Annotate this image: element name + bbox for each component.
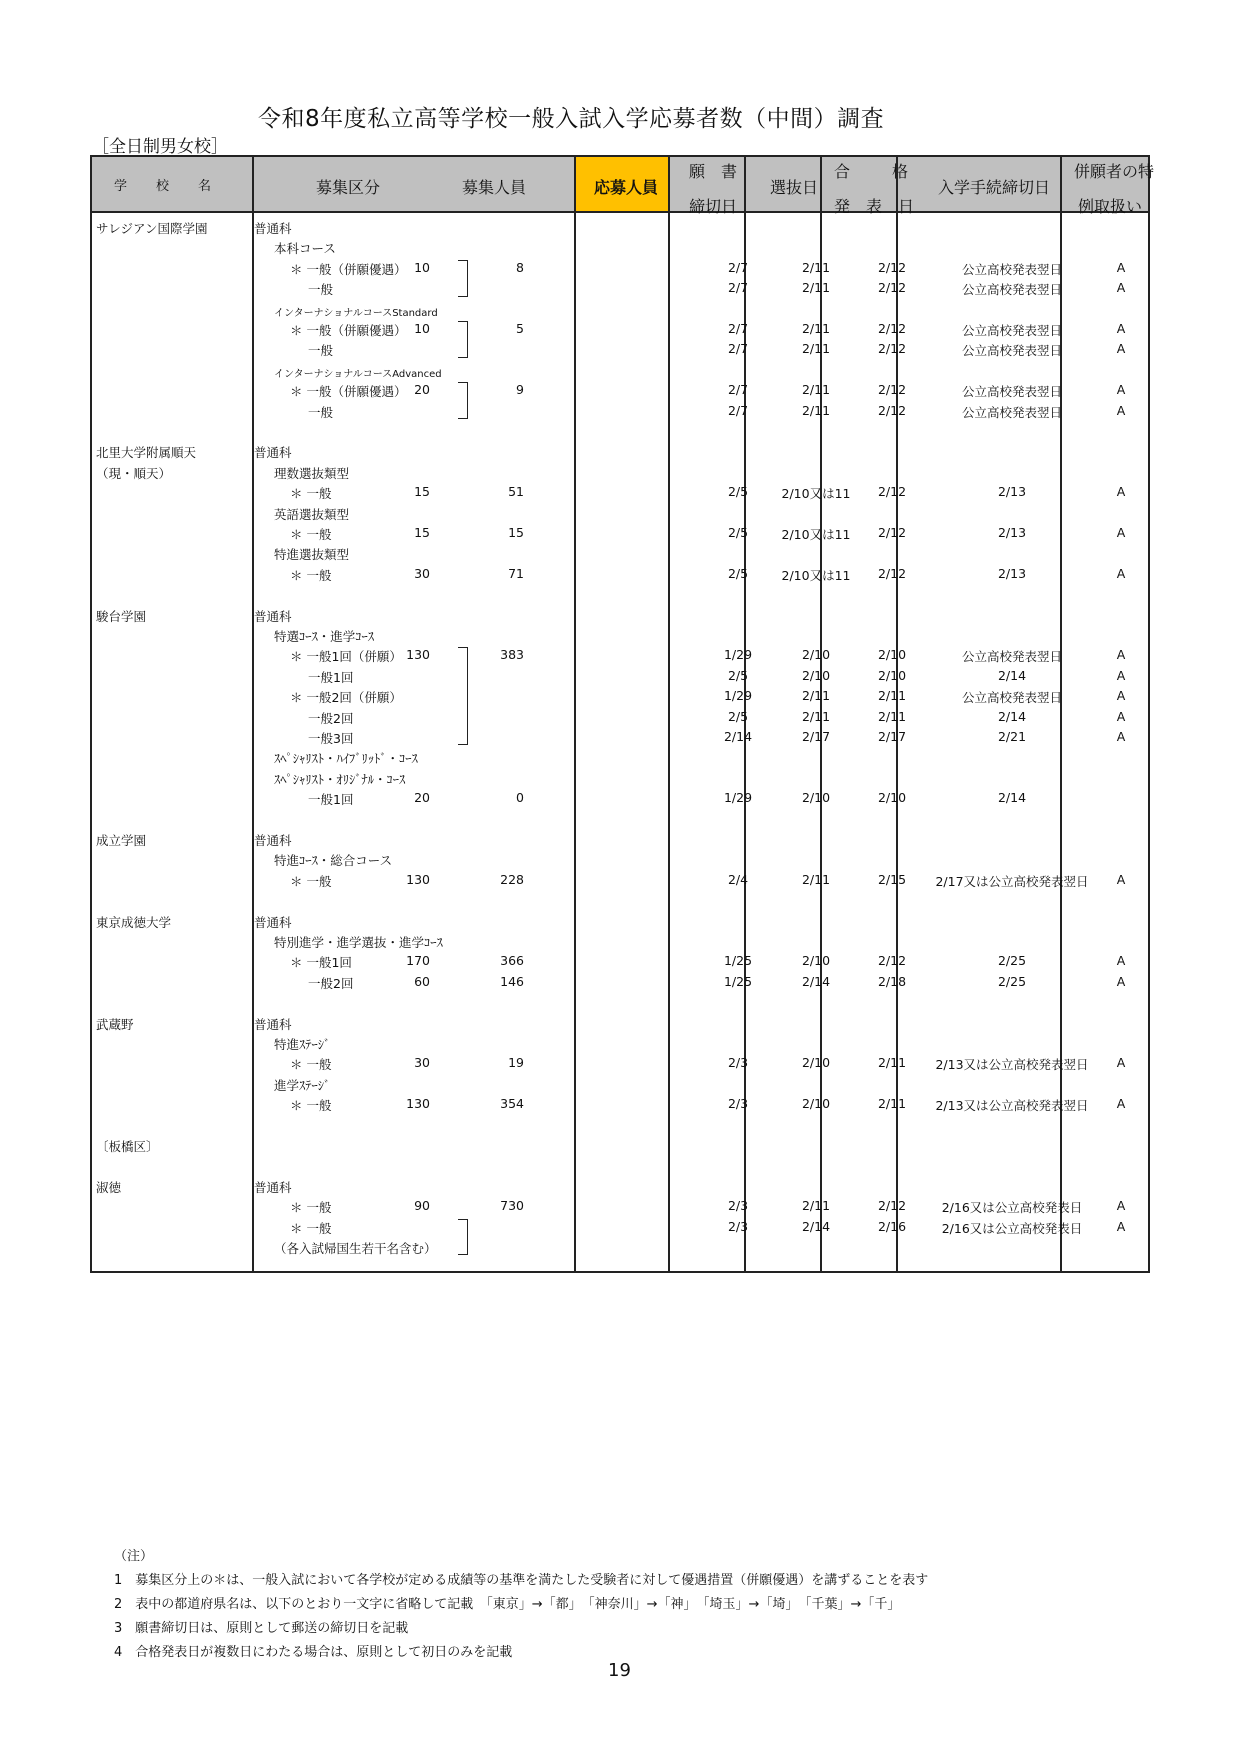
deadline-value: 1/25 [723,953,753,969]
division-label: ＊ 一般 [290,1220,332,1236]
special-handling: A [1116,525,1126,540]
header-pass-top-right: 格 [892,162,909,181]
document-title: 令和8年度私立高等学校一般入試入学応募者数（中間）調査 [258,106,885,132]
table-row [92,299,1148,319]
table-row [92,747,1148,767]
applicants-value: 354 [500,1096,524,1112]
school-name: （現・順天） [96,465,172,481]
capacity-value: 20 [414,382,430,398]
procedure-deadline: 2/14 [997,708,1027,724]
division-label: 特進選抜類型 [274,547,350,563]
pass-date: 2/12 [877,341,907,357]
division-label: 特進ｺｰｽ・総合コース [274,853,393,869]
division-label: ＊ 一般1回 [290,955,352,971]
deadline-value: 2/5 [727,667,749,683]
selection-date: 2/11 [801,259,831,275]
division-label: ＊ 一般 [290,567,332,583]
special-handling: A [1116,341,1126,357]
table-row [92,1237,1148,1257]
table-row [92,278,1148,298]
capacity-value: 15 [414,484,430,500]
selection-date: 2/14 [801,973,831,989]
pass-date: 2/11 [877,708,907,724]
special-handling: A [1116,1198,1126,1214]
division-label: 一般2回 [308,710,354,726]
applicants-value: 383 [500,647,524,663]
special-handling: A [1116,708,1126,724]
applicants-value: 730 [500,1198,524,1214]
table-row [92,1155,1148,1175]
selection-date: 2/14 [801,1218,831,1234]
capacity-value: 90 [414,1198,430,1214]
header-procedure: 入学手続締切日 [938,178,1051,197]
table-row [92,1115,1148,1135]
division-label: 普通科 [254,221,292,236]
group-bracket [458,382,468,419]
capacity-value: 10 [414,321,430,336]
applicants-value: 146 [500,973,524,989]
division-label: 一般1回 [308,792,354,808]
deadline-value: 2/3 [727,1055,749,1071]
table-row [92,645,1148,665]
table-row [92,686,1148,706]
selection-date: 2/10 [801,1096,831,1112]
table-row [92,1053,1148,1073]
division-label: 進学ｽﾃｰｼﾞ [274,1077,331,1093]
header-deadline-top: 願 書 [689,162,738,181]
pass-date: 2/12 [877,484,907,500]
division-label: ｽﾍﾟｼｬﾘｽﾄ・ﾊｲﾌﾞﾘｯﾄﾞ・ｺｰｽ [274,751,418,767]
division-label: 理数選抜類型 [274,465,350,481]
deadline-value: 2/14 [723,729,753,744]
table-row [92,666,1148,686]
table-row [92,911,1148,931]
table-row [92,1196,1148,1216]
note-item: 2 表中の都道府県名は、以下のとおり一文字に省略して記載 「東京」→「都」 「神奈川」→「神」 「埼玉」→「埼」 「千葉」→「千」 [114,1597,901,1612]
group-bracket [458,321,468,358]
deadline-value: 2/3 [727,1218,749,1234]
header-applicants: 応募人員 [594,178,659,197]
school-name: 東京成徳大学 [96,914,172,930]
table-row [92,441,1148,461]
division-label: 一般 [308,343,334,359]
applicants-value: 19 [508,1055,524,1071]
special-handling: A [1116,667,1126,683]
table-row [92,1074,1148,1094]
selection-date: 2/10又は11 [781,486,851,502]
pass-date: 2/10 [877,790,907,806]
table-row [92,1094,1148,1114]
deadline-value: 2/7 [727,402,749,418]
table-row [92,931,1148,951]
pass-date: 2/11 [877,1096,907,1112]
school-name: 駿台学園 [96,608,147,624]
procedure-deadline: 公立高校発表翌日 [961,649,1062,665]
note-item: 1 募集区分上の＊は、一般入試において各学校が定める成績等の基準を満たした受験者に対して優遇措置（併願優遇）を講ずることを表す [114,1573,929,1588]
table-row [92,809,1148,829]
selection-date: 2/11 [801,280,831,296]
procedure-deadline: 2/25 [997,973,1027,989]
table-row [92,503,1148,523]
table-row [92,482,1148,502]
procedure-deadline: 公立高校発表翌日 [961,384,1062,400]
division-label: ＊ 一般（併願優遇） [290,384,407,400]
applicants-value: 366 [500,953,524,969]
pass-date: 2/12 [877,1198,907,1214]
pass-date: 2/10 [877,647,907,663]
division-label: 一般3回 [308,731,354,746]
special-handling: A [1116,321,1126,336]
header-special-top: 併願者の特 [1074,162,1155,181]
special-handling: A [1116,688,1126,704]
table-row [92,992,1148,1012]
pass-date: 2/12 [877,382,907,398]
deadline-value: 2/7 [727,259,749,275]
deadline-value: 2/4 [727,871,749,887]
procedure-deadline: 2/13 [997,484,1027,500]
selection-date: 2/11 [801,688,831,704]
group-bracket [458,1219,468,1256]
special-handling: A [1116,953,1126,969]
selection-date: 2/10 [801,953,831,969]
header-pass-bottom: 発 表 日 [834,197,915,216]
selection-date: 2/10又は11 [781,567,851,583]
table-row [92,258,1148,278]
division-label: 普通科 [254,1179,292,1195]
capacity-value: 60 [414,973,430,989]
division-label: ＊ 一般（併願優遇） [290,323,407,338]
table-row [92,788,1148,808]
pass-date: 2/15 [877,871,907,887]
table-row [92,523,1148,543]
applicants-value: 8 [516,259,524,275]
pass-date: 2/12 [877,259,907,275]
deadline-value: 1/29 [723,688,753,704]
division-label: ＊ 一般 [290,1098,332,1114]
division-label: 普通科 [254,445,292,461]
table-row [92,1013,1148,1033]
special-handling: A [1116,1055,1126,1071]
deadline-value: 2/5 [727,525,749,540]
division-label: ＊ 一般1回（併願） [290,649,402,665]
capacity-value: 20 [414,790,430,806]
procedure-deadline: 公立高校発表翌日 [961,261,1062,277]
school-name: サレジアン国際学園 [96,221,208,236]
procedure-deadline: 2/21 [997,729,1027,744]
pass-date: 2/12 [877,565,907,581]
table-row [92,829,1148,849]
pass-date: 2/16 [877,1218,907,1234]
category-label: ［全日制男女校］ [92,137,228,157]
capacity-value: 30 [414,1055,430,1071]
selection-date: 2/11 [801,1198,831,1214]
special-handling: A [1116,382,1126,398]
applicants-value: 15 [508,525,524,540]
group-bracket [458,647,468,745]
deadline-value: 2/7 [727,341,749,357]
table-row [92,707,1148,727]
special-handling: A [1116,871,1126,887]
capacity-value: 170 [406,953,430,969]
division-label: インターナショナルコースAdvanced [274,368,442,380]
division-label: ＊ 一般 [290,1057,332,1073]
special-handling: A [1116,1218,1126,1234]
pass-date: 2/17 [877,729,907,744]
note-item: 3 願書締切日は、原則として郵送の締切日を記載 [114,1621,409,1636]
table-row [92,1176,1148,1196]
division-label: 一般 [308,282,334,298]
selection-date: 2/11 [801,708,831,724]
division-label: インターナショナルコースStandard [274,307,438,319]
page-number: 19 [608,1660,631,1681]
table-row [92,890,1148,910]
division-label: 普通科 [254,608,292,624]
header-special-bottom: 例取扱い [1078,197,1143,216]
procedure-deadline: 公立高校発表翌日 [961,282,1062,298]
selection-date: 2/10 [801,790,831,806]
selection-date: 2/11 [801,382,831,398]
pass-date: 2/10 [877,667,907,683]
deadline-value: 1/29 [723,647,753,663]
division-label: 一般1回 [308,669,354,685]
notes-heading: （注） [114,1549,154,1564]
selection-date: 2/10 [801,667,831,683]
division-label: 一般 [308,404,334,420]
special-handling: A [1116,973,1126,989]
selection-date: 2/17 [801,729,831,744]
table-row [92,421,1148,441]
deadline-value: 1/25 [723,973,753,989]
special-handling: A [1116,280,1126,296]
applicants-value: 51 [508,484,524,500]
table-row [92,217,1148,237]
table-row [92,584,1148,604]
capacity-value: 30 [414,565,430,581]
school-name: 武蔵野 [96,1016,134,1032]
special-handling: A [1116,647,1126,663]
table-row [92,972,1148,992]
procedure-deadline: 2/14 [997,790,1027,806]
special-handling: A [1116,1096,1126,1112]
deadline-value: 2/7 [727,321,749,336]
division-label: ＊ 一般2回（併願） [290,690,402,706]
table-row [92,380,1148,400]
table-row [92,625,1148,645]
capacity-value: 15 [414,525,430,540]
note-item: 4 合格発表日が複数日にわたる場合は、原則として初日のみを記載 [114,1645,513,1660]
table-row [92,564,1148,584]
division-label: 英語選抜類型 [274,506,350,522]
applicants-value: 9 [516,382,524,398]
division-label: 特進ｽﾃｰｼﾞ [274,1037,331,1052]
table-row [92,1217,1148,1237]
division-label: 普通科 [254,914,292,930]
capacity-value: 130 [406,871,430,887]
division-label: 一般2回 [308,975,354,991]
procedure-deadline: 2/13又は公立高校発表翌日 [935,1057,1089,1073]
header-school: 学 校 名 [114,179,213,194]
school-name: 北里大学附属順天 [96,445,197,461]
table-row [92,462,1148,482]
selection-date: 2/11 [801,402,831,418]
procedure-deadline: 2/13 [997,565,1027,581]
pass-date: 2/11 [877,688,907,704]
table-row [92,951,1148,971]
selection-date: 2/10又は11 [781,527,851,542]
division-label: 特選ｺｰｽ・進学ｺｰｽ [274,629,375,644]
procedure-deadline: 公立高校発表翌日 [961,404,1062,420]
procedure-deadline: 2/17又は公立高校発表翌日 [935,873,1089,889]
applicants-table [90,155,1155,1273]
table-row [92,543,1148,563]
procedure-deadline: 公立高校発表翌日 [961,690,1062,706]
deadline-value: 2/7 [727,382,749,398]
table-row [92,727,1148,747]
header-pass-top-left: 合 [834,162,851,181]
header-division: 募集区分 [316,178,381,197]
procedure-deadline: 2/13 [997,525,1027,540]
special-handling: A [1116,484,1126,500]
pass-date: 2/18 [877,973,907,989]
table-row [92,319,1148,339]
division-label: 普通科 [254,833,292,848]
procedure-deadline: 2/25 [997,953,1027,969]
applicants-value: 228 [500,871,524,887]
selection-date: 2/10 [801,1055,831,1071]
table-row [92,1033,1148,1053]
deadline-value: 1/29 [723,790,753,806]
division-label: 普通科 [254,1016,292,1032]
pass-date: 2/12 [877,402,907,418]
pass-date: 2/12 [877,280,907,296]
special-handling: A [1116,729,1126,744]
header-selection: 選抜日 [770,178,819,197]
procedure-deadline: 公立高校発表翌日 [961,343,1062,359]
group-bracket [458,260,468,297]
special-handling: A [1116,259,1126,275]
table-row [92,849,1148,869]
applicants-value: 71 [508,565,524,581]
pass-date: 2/12 [877,525,907,540]
capacity-value: 130 [406,1096,430,1112]
procedure-deadline: 公立高校発表翌日 [961,323,1062,338]
division-label: ＊ 一般（併願優遇） [290,261,407,277]
table-row [92,237,1148,257]
division-label: ＊ 一般 [290,486,332,502]
table-row [92,339,1148,359]
school-name: 淑徳 [96,1179,122,1195]
capacity-value: 130 [406,647,430,663]
special-handling: A [1116,402,1126,418]
table-row [92,401,1148,421]
procedure-deadline: 2/16又は公立高校発表日 [941,1200,1083,1216]
division-label: 特別進学・進学選抜・進学ｺｰｽ [274,935,443,950]
selection-date: 2/11 [801,321,831,336]
capacity-value: 10 [414,259,430,275]
division-label: ＊ 一般 [290,873,332,889]
table-row [92,360,1148,380]
table-header [92,157,1155,216]
deadline-value: 2/3 [727,1198,749,1214]
deadline-value: 2/5 [727,565,749,581]
table-row [92,1135,1148,1155]
selection-date: 2/11 [801,871,831,887]
header-capacity: 募集人員 [462,178,527,197]
header-deadline-bottom: 締切日 [689,197,738,216]
table-row [92,870,1148,890]
procedure-deadline: 2/13又は公立高校発表翌日 [935,1098,1089,1114]
division-label: ＊ 一般 [290,527,332,542]
deadline-value: 2/5 [727,708,749,724]
division-label: （各入試帰国生若干名含む） [274,1241,437,1256]
applicants-value: 0 [516,790,524,806]
pass-date: 2/11 [877,1055,907,1071]
pass-date: 2/12 [877,953,907,969]
procedure-deadline: 2/16又は公立高校発表日 [941,1220,1083,1236]
selection-date: 2/10 [801,647,831,663]
deadline-value: 2/5 [727,484,749,500]
applicants-value: 5 [516,321,524,336]
deadline-value: 2/3 [727,1096,749,1112]
special-handling: A [1116,565,1126,581]
procedure-deadline: 2/14 [997,667,1027,683]
table-row [92,605,1148,625]
division-label: ＊ 一般 [290,1200,332,1216]
school-name: 〔板橋区〕 [96,1139,159,1154]
division-label: 本科コース [274,241,336,257]
school-name: 成立学園 [96,833,147,848]
selection-date: 2/11 [801,341,831,357]
division-label: ｽﾍﾟｼｬﾘｽﾄ・ｵﾘｼﾞﾅﾙ・ｺｰｽ [274,771,406,787]
table-row [92,768,1148,788]
deadline-value: 2/7 [727,280,749,296]
pass-date: 2/12 [877,321,907,336]
